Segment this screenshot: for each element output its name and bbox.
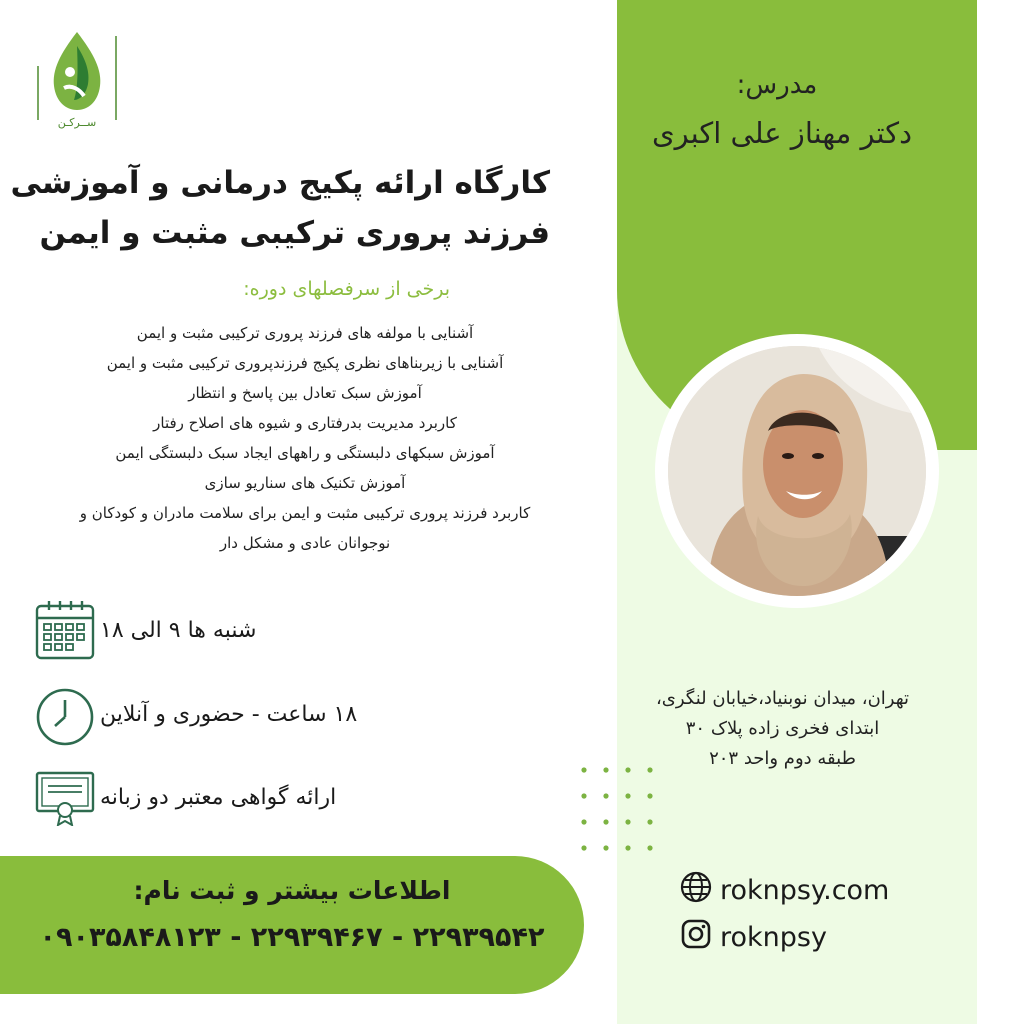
list-item: نوجوانان عادی و مشکل دار [219,534,391,552]
certificate-icon [34,770,96,830]
hours-text: ۱۸ ساعت - حضوری و آنلاین [100,702,358,727]
clock-icon [34,686,96,752]
decorative-dots [578,764,658,854]
website-text: roknpsy.com [720,874,890,906]
instructor-name: دکتر مهناز علی اکبری [651,116,912,150]
logo-text: ســرکـن [57,116,97,129]
workshop-title [10,158,550,258]
website-link[interactable] [680,870,889,910]
instructor-photo [668,346,926,596]
registration-phones[interactable]: ۰۹۰۳۵۸۴۸۱۲۳ - ۲۲۹۳۹۴۶۷ - ۲۲۹۳۹۵۴۲ [39,922,545,953]
address-line-2: ابتدای فخری زاده پلاک ۳۰ [685,718,880,739]
instagram-text: roknpsy [720,921,827,953]
calendar-icon [34,598,96,666]
instagram-link[interactable] [680,917,827,957]
list-item: آموزش تکنیک های سناریو سازی [204,474,406,492]
rokn-logo [34,26,120,130]
title-line-2: فرزند پروری ترکیبی مثبت و ایمن [39,215,550,251]
list-item: کاربرد فرزند پروری ترکیبی مثبت و ایمن برای سلامت مادران و کودکان و [79,504,531,522]
address-line-3: طبقه دوم واحد ۲۰۳ [709,748,856,769]
list-item: آموزش سبک تعادل بین پاسخ و انتظار [188,384,422,402]
registration-title: اطلاعات بیشتر و ثبت نام: [133,876,451,905]
topics-list [20,318,590,558]
title-line-1: کارگاه ارائه پکیج درمانی و آموزشی [10,165,550,201]
instructor-label: مدرس: [736,70,818,100]
list-item: کاربرد مدیریت بدرفتاری و شیوه های اصلاح رفتار [153,414,457,432]
instagram-icon [680,918,712,957]
topics-heading: برخی از سرفصلهای دوره: [243,278,450,300]
address [630,684,935,774]
list-item: آموزش سبکهای دلبستگی و راههای ایجاد سبک دلبستگی ایمن [115,444,495,462]
address-line-1: تهران، میدان نوبنیاد،خیابان لنگری، [655,688,910,709]
list-item: آشنایی با مولفه های فرزند پروری ترکیبی مثبت و ایمن [136,324,474,342]
schedule-text: شنبه ها ۹ الی ۱۸ [100,618,257,643]
globe-icon [680,871,712,910]
list-item: آشنایی با زیربناهای نظری پکیج فرزندپروری ترکیبی مثبت و ایمن [106,354,504,372]
certificate-text: ارائه گواهی معتبر دو زبانه [100,785,337,810]
